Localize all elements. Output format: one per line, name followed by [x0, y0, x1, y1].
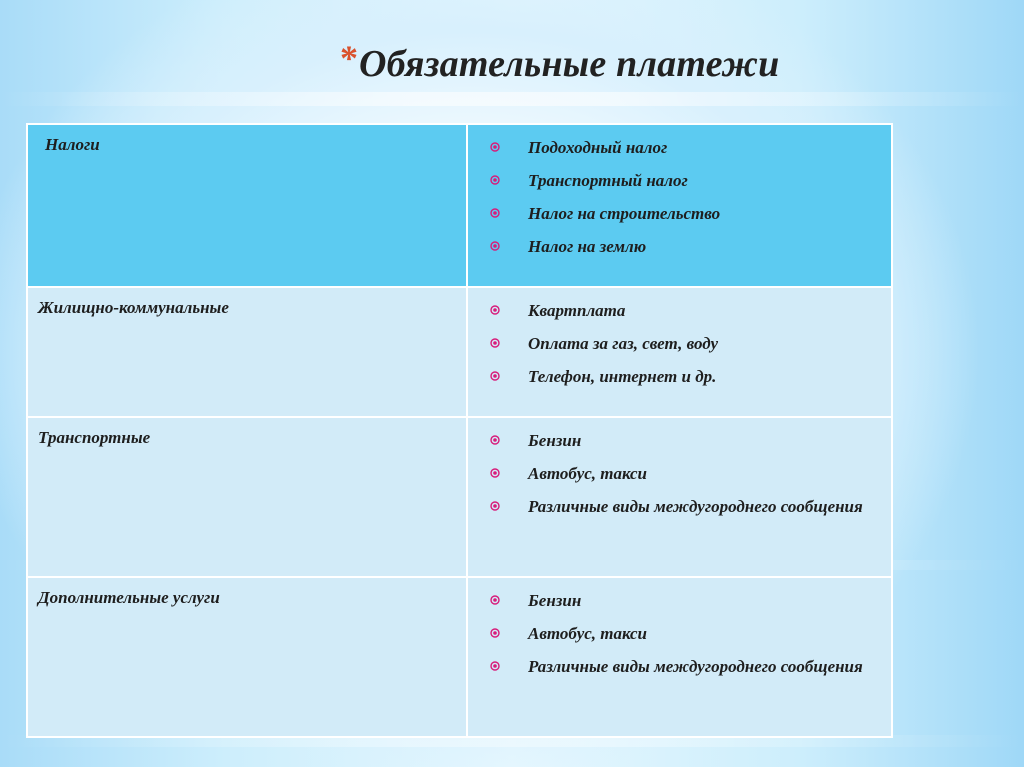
payments-table: [26, 123, 893, 738]
slide-title: [340, 38, 779, 90]
category-cell: Транспортные: [27, 417, 467, 577]
bullet-icon: [490, 661, 500, 671]
items-cell: [467, 577, 892, 737]
table-row: [27, 577, 892, 737]
items-list: [468, 125, 891, 260]
background-streak: [0, 92, 1024, 106]
table-row: [27, 124, 892, 287]
table-row: [27, 417, 892, 577]
list-item: Налог на землю: [490, 233, 891, 260]
list-item: Бензин: [490, 427, 891, 454]
items-list: [468, 418, 891, 520]
items-cell: [467, 417, 892, 577]
bullet-icon: [490, 142, 500, 152]
category-cell: Налоги: [27, 124, 467, 287]
title-star-icon: *: [340, 38, 358, 78]
list-item: Автобус, такси: [490, 460, 891, 487]
items-list: [468, 578, 891, 680]
bullet-icon: [490, 175, 500, 185]
list-item: Транспортный налог: [490, 167, 891, 194]
list-item: Различные виды междугороднего сообщения: [490, 493, 891, 520]
bullet-icon: [490, 305, 500, 315]
list-item: Бензин: [490, 587, 891, 614]
items-cell: [467, 124, 892, 287]
bullet-icon: [490, 208, 500, 218]
category-cell: Жилищно-коммунальные: [27, 287, 467, 417]
category-cell: Дополнительные услуги: [27, 577, 467, 737]
items-cell: [467, 287, 892, 417]
items-list: [468, 288, 891, 390]
bullet-icon: [490, 595, 500, 605]
list-item: Налог на строительство: [490, 200, 891, 227]
list-item: Автобус, такси: [490, 620, 891, 647]
bullet-icon: [490, 468, 500, 478]
list-item: Подоходный налог: [490, 134, 891, 161]
list-item: Квартплата: [490, 297, 891, 324]
list-item: Телефон, интернет и др.: [490, 363, 891, 390]
bullet-icon: [490, 338, 500, 348]
list-item: Оплата за газ, свет, воду: [490, 330, 891, 357]
bullet-icon: [490, 628, 500, 638]
list-item: Различные виды междугороднего сообщения: [490, 653, 891, 680]
bullet-icon: [490, 371, 500, 381]
table-row: [27, 287, 892, 417]
bullet-icon: [490, 435, 500, 445]
bullet-icon: [490, 501, 500, 511]
title-text: Обязательные платежи: [359, 43, 780, 85]
bullet-icon: [490, 241, 500, 251]
